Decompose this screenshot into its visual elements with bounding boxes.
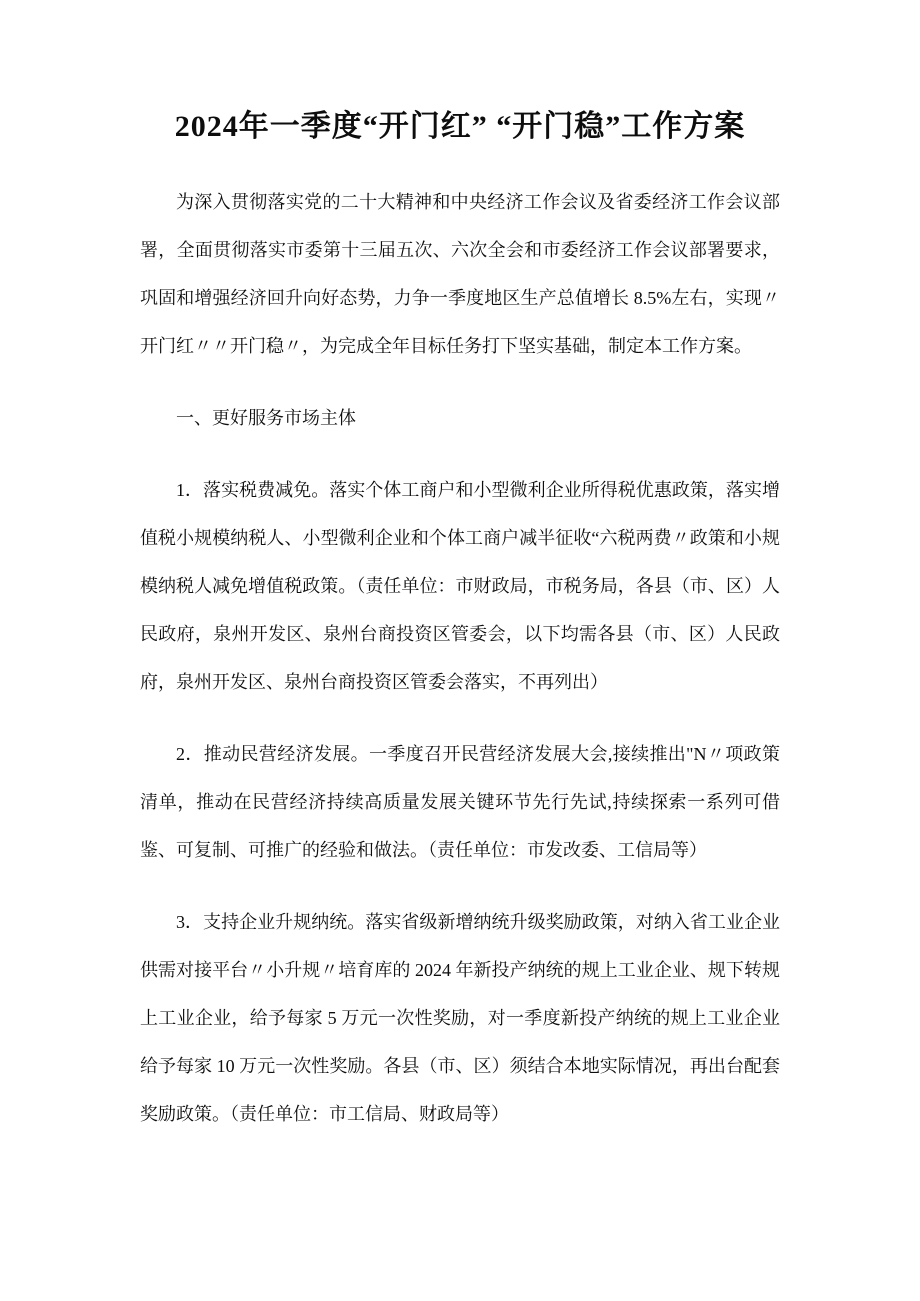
item-paragraph-1: 1．落实税费减免。落实个体工商户和小型微利企业所得税优惠政策，落实增值税小规模纳税人、小型微利企业和个体工商户减半征收“六税两费〃政策和小规模纳税人减免增值税政策。（责任单位：市财政局，市税务局，各县（市、区）人民政府，泉州开发区、泉州台商投资区管委会，以下均需各县（市、区）人民政府，泉州开发区、泉州台商投资区管委会落实，不再列出） — [140, 480, 780, 692]
intro-paragraph: 为深入贯彻落实党的二十大精神和中央经济工作会议及省委经济工作会议部署，全面贯彻落实市委第十三届五次、六次全会和市委经济工作会议部署要求，巩固和增强经济回升向好态势，力争一季度地区生产总值增长 8.5%左右，实现〃开门红〃〃开门稳〃，为完成全年目标任务打下坚实基础，制定本工作方案。 — [140, 192, 780, 356]
item-paragraph-2: 2．推动民营经济发展。一季度召开民营经济发展大会,接续推出"N〃项政策清单，推动在民营经济持续高质量发展关键环节先行先试,持续探索一系列可借鉴、可复制、可推广的经验和做法。（责任单位：市发改委、工信局等） — [140, 744, 780, 860]
item-paragraph-3: 3．支持企业升规纳统。落实省级新增纳统升级奖励政策，对纳入省工业企业供需对接平台〃小升规〃培育库的 2024 年新投产纳统的规上工业企业、规下转规上工业企业，给予每家 5 万元一次性奖励，对一季度新投产纳统的规上工业企业给予每家 10 万元一次性奖励。各县（市、区）须结合本地实际情况，再出台配套奖励政策。（责任单位：市工信局、财政局等） — [140, 912, 780, 1124]
section-heading: 一、更好服务市场主体 — [176, 408, 356, 428]
document-title: 2024年一季度“开门红” “开门稳”工作方案 — [174, 110, 746, 143]
